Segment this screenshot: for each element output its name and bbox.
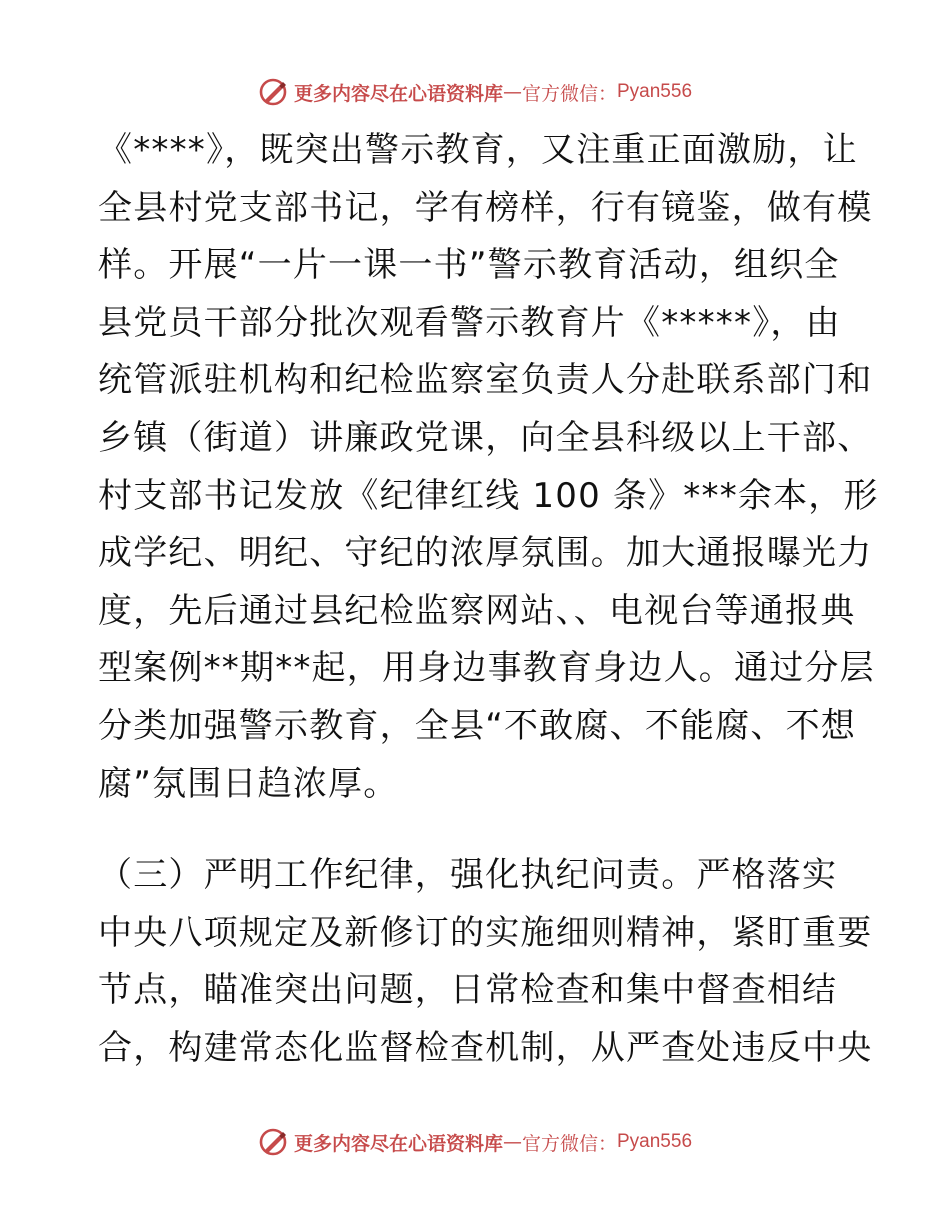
text-line: 全县村党支部书记，学有榜样，行有镜鉴，做有模 bbox=[98, 187, 873, 228]
text-line: 《****》，既突出警示教育，又注重正面激励，让 bbox=[98, 130, 858, 170]
text-line: 县党员干部分批次观看警示教育片《*****》，由 bbox=[98, 302, 841, 343]
document-body bbox=[98, 122, 879, 1078]
text-line: 合，构建常态化监督检查机制，从严查处违反中央 bbox=[98, 1027, 873, 1068]
footer-watermark bbox=[0, 1122, 950, 1162]
watermark-wechat-id: Pyan556 bbox=[617, 81, 693, 102]
text-line: 节点，瞄准突出问题，日常检查和集中督查相结 bbox=[98, 970, 838, 1011]
watermark-official-label: 官方微信： bbox=[521, 82, 617, 105]
watermark-dash: — bbox=[502, 81, 522, 103]
watermark-official-label: 官方微信： bbox=[521, 1132, 617, 1155]
text-line: 分类加强警示教育，全县“不敢腐、不能腐、不想 bbox=[98, 705, 857, 746]
text-line: 度，先后通过县纪检监察网站、、电视台等通报典 bbox=[98, 590, 856, 631]
text-line: 型案例**期**起，用身边事教育身边人。通过分层 bbox=[98, 648, 875, 689]
pen-logo-icon bbox=[258, 1127, 288, 1157]
text-line: 中央八项规定及新修订的实施细则精神，紧盯重要 bbox=[98, 912, 873, 953]
watermark-dash: — bbox=[502, 1131, 522, 1153]
text-line: 样。开展“一片一课一书”警示教育活动，组织全 bbox=[98, 245, 840, 286]
text-line: 村支部书记发放《纪律红线 100 条》***余本，形 bbox=[98, 475, 879, 516]
paragraph bbox=[98, 847, 873, 1077]
text-line: （三）严明工作纪律，强化执纪问责。严格落实 bbox=[98, 855, 838, 896]
watermark-wechat-id: Pyan556 bbox=[617, 1131, 693, 1152]
watermark-brand: 更多内容尽在心语资料库 bbox=[293, 82, 503, 105]
text-line: 乡镇（街道）讲廉政党课，向全县科级以上干部、 bbox=[98, 417, 873, 458]
text-line: 统管派驻机构和纪检监察室负责人分赴联系部门和 bbox=[98, 360, 873, 401]
pen-logo-icon bbox=[258, 77, 288, 107]
paragraph-spacer bbox=[98, 813, 858, 847]
text-line: 腐”氛围日趋浓厚。 bbox=[98, 763, 399, 804]
header-watermark bbox=[0, 72, 950, 112]
paragraph bbox=[98, 122, 879, 813]
watermark-brand: 更多内容尽在心语资料库 bbox=[293, 1132, 503, 1155]
text-line: 成学纪、明纪、守纪的浓厚氛围。加大通报曝光力 bbox=[98, 533, 873, 574]
